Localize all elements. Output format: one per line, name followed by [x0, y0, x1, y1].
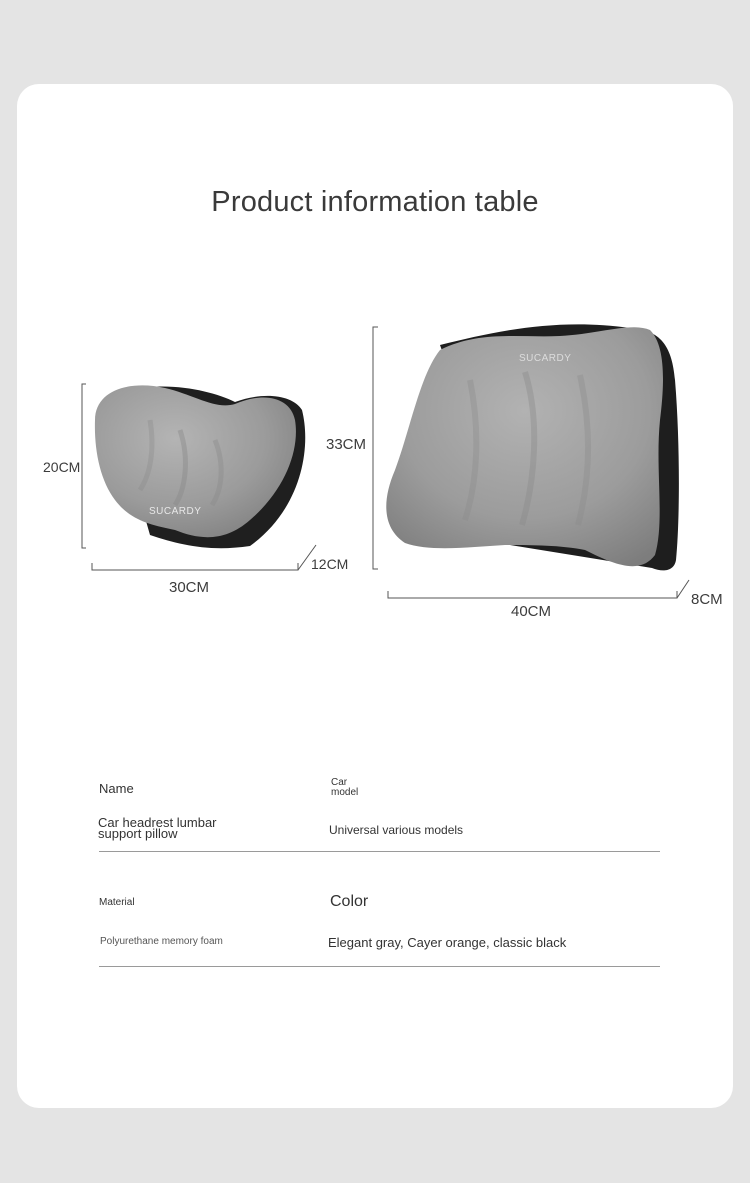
headrest-depth-label: 12CM — [311, 556, 349, 572]
headrest-width-label: 30CM — [169, 579, 210, 596]
lumbar-width-label: 40CM — [511, 603, 552, 620]
page-title: Product information table — [211, 186, 539, 218]
material-label: Material — [99, 897, 135, 908]
headrest-pillow — [95, 385, 305, 548]
material-value: Polyurethane memory foam — [100, 936, 223, 947]
lumbar-depth-label: 8CM — [691, 591, 723, 608]
color-label: Color — [330, 893, 369, 910]
lumbar-height-label: 33CM — [326, 436, 367, 453]
name-label: Name — [99, 781, 134, 796]
table-divider — [99, 851, 660, 852]
table-divider — [99, 966, 660, 967]
car-model-label: Car model — [331, 777, 359, 798]
car-model-value: Universal various models — [329, 823, 464, 837]
lumbar-brand-logo: SUCARDY — [519, 353, 572, 364]
headrest-brand-logo: SUCARDY — [149, 506, 202, 517]
headrest-height-label: 20CM — [43, 459, 81, 475]
name-value: Car headrest lumbar support pillow — [98, 815, 217, 841]
color-value: Elegant gray, Cayer orange, classic black — [328, 935, 567, 950]
